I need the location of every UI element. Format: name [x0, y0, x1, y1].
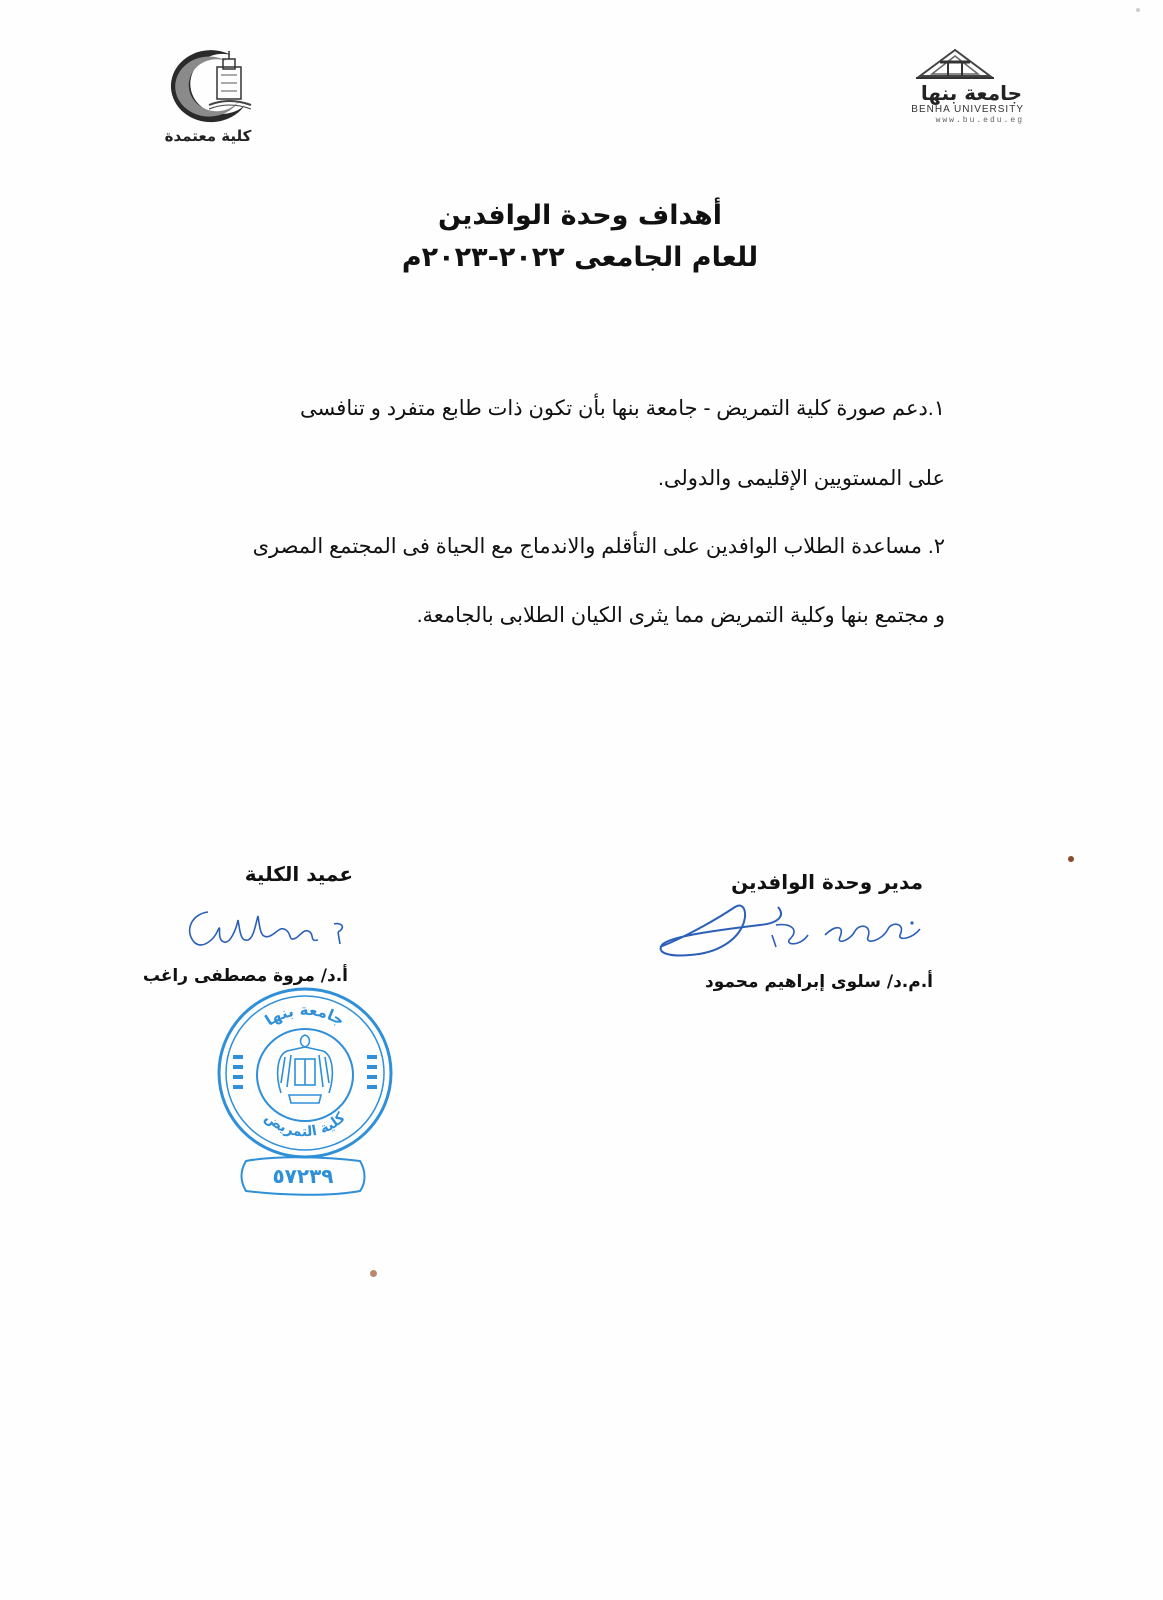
- scan-speck: [1136, 8, 1140, 12]
- university-name-english: BENHA UNIVERSITY: [911, 104, 1024, 115]
- nursing-faculty-logo: [148, 45, 268, 155]
- university-website: www.bu.edu.eg: [935, 116, 1024, 125]
- dean-name: أ.د/ مروة مصطفى راغب: [142, 966, 348, 986]
- benha-emblem-icon: [910, 48, 1000, 82]
- dean-signature: [180, 900, 350, 960]
- university-name-arabic: جامعة بنها: [920, 81, 1022, 105]
- director-signature: [650, 895, 940, 965]
- dean-title: عميد الكلية: [244, 862, 353, 886]
- eagle-icon: [278, 1035, 333, 1103]
- stamp-bottom-text: كلية التمريض: [261, 1109, 349, 1141]
- official-stamp: [215, 985, 395, 1160]
- scan-speck: [370, 1270, 377, 1277]
- director-title: مدير وحدة الوافدين: [731, 870, 923, 894]
- benha-university-logo: [880, 48, 1030, 138]
- stamp-serial-box: [238, 1155, 368, 1197]
- document-subtitle: للعام الجامعى ٢٠٢٢-٢٠٢٣م: [401, 242, 759, 273]
- goal-1-line-2: على المستويين الإقليمى والدولى.: [657, 467, 945, 490]
- faculty-status: كلية معتمدة: [164, 127, 252, 145]
- goal-2-line-2: و مجتمع بنها وكلية التمريض مما يثرى الكيان الطلابى بالجامعة.: [416, 604, 945, 627]
- document-title: أهداف وحدة الوافدين: [437, 200, 723, 231]
- scan-speck: [1068, 856, 1074, 862]
- goal-1-line-1: ١.دعم صورة كلية التمريض - جامعة بنها بأن تكون ذات طابع متفرد و تنافسى: [300, 397, 945, 420]
- stamp-serial: ٥٧٢٣٩: [272, 1164, 334, 1188]
- stamp-top-text: جامعة بنها: [261, 1000, 348, 1030]
- crescent-emblem-icon: [153, 45, 263, 127]
- director-name: أ.م.د/ سلوى إبراهيم محمود: [704, 972, 933, 992]
- goal-2-line-1: ٢. مساعدة الطلاب الوافدين على التأقلم والاندماج مع الحياة فى المجتمع المصرى: [252, 535, 945, 558]
